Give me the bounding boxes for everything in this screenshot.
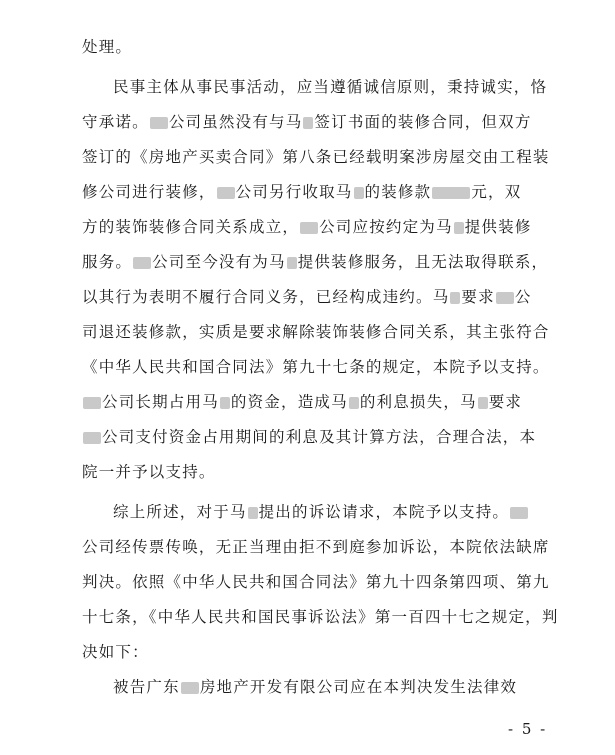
text-segment: 综上所述，对于马 [113,503,247,521]
redaction-mark [300,222,318,234]
text-line [82,322,552,342]
text-segment: 方的装饰装修合同关系成立， [82,218,300,236]
redaction-mark [83,397,101,409]
text-line [82,427,552,447]
text-line [113,77,553,97]
redaction-mark [83,432,101,444]
text-line [82,572,552,592]
page-number: - 5 - [508,720,548,738]
text-segment: 《中华人民共和国合同法》第九十七条的规定，本院予以支持。 [82,358,550,376]
text-segment: 提供装修 [464,218,532,236]
text-segment: 的装修款 [364,183,432,201]
text-segment: 的资金，造成马 [230,393,348,411]
text-segment: 公司长期占用马 [102,393,219,411]
redaction-mark [432,187,470,199]
text-segment: 院一并予以支持。 [82,463,216,481]
text-segment: 签订的《房地产买卖合同》第八条已经载明案涉房屋交由工程装 [82,148,550,166]
text-line [82,287,552,307]
text-segment: 签订书面的装修合同，但双方 [314,113,532,131]
text-segment: 以其行为表明不履行合同义务，已经构成违约。马 [82,288,450,306]
redaction-mark [287,257,297,269]
redaction-mark [181,682,199,694]
text-segment: 判决。依照《中华人民共和国合同法》第九十四条第四项、第九 [82,573,550,591]
text-segment: 被告广东 [113,678,180,696]
text-line [82,537,552,557]
text-segment: 的利息损失，马 [359,393,477,411]
text-line [82,182,552,202]
text-line [82,642,552,662]
redaction-mark [303,117,313,129]
text-segment: 决如下： [82,643,149,661]
text-line [82,217,552,237]
text-segment: 提出的诉讼请求，本院予以支持。 [258,503,510,521]
text-line [82,357,552,377]
redaction-mark [354,187,364,199]
text-segment: 公司另行收取马 [235,183,353,201]
text-segment: 公司应按约定为马 [319,218,453,236]
text-segment: 要求 [488,393,523,411]
text-segment: 要求 [461,288,495,306]
redaction-mark [454,222,464,234]
text-line [82,462,552,482]
text-line [113,677,553,697]
text-segment: 修公司进行装修， [82,183,216,201]
text-line [82,607,559,627]
redaction-mark [496,292,514,304]
text-segment: 司退还装修款，实质是要求解除装饰装修合同关系，其主张符合 [82,323,550,341]
redaction-mark [349,397,359,409]
text-segment: 处理。 [82,38,133,56]
redaction-mark [133,257,151,269]
redaction-mark [478,397,488,409]
text-segment: 公 [514,288,532,306]
redaction-mark [217,187,235,199]
text-segment: 公司虽然没有与马 [168,113,303,131]
text-segment: 公司经传票传唤，无正当理由拒不到庭参加诉讼，本院依法缺席 [82,538,550,556]
text-segment: 十七条，《中华人民共和国民事诉讼法》第一百四十七之规定，判 [82,608,559,626]
text-line [82,37,522,57]
text-line [82,392,552,412]
text-segment: 服务。 [82,253,133,271]
text-line [82,112,552,132]
text-segment: 房地产开发有限公司应在本判决发生法律效 [199,678,518,696]
text-segment: 公司至今没有为马 [152,253,286,271]
redaction-mark [248,507,258,519]
text-segment: 公司支付资金占用期间的利息及其计算方法，合理合法，本 [102,428,537,446]
redaction-mark [220,397,230,409]
text-segment: 提供装修服务，且无法取得联系， [297,253,549,271]
redaction-mark [510,507,528,519]
text-line [82,252,552,272]
text-segment: 守承诺。 [82,113,149,131]
redaction-mark [150,117,168,129]
text-line [82,147,552,167]
text-segment: 民事主体从事民事活动，应当遵循诚信原则，秉持诚实，恪 [113,78,548,96]
text-line [113,502,553,522]
redaction-mark [450,292,460,304]
text-segment: 元，双 [471,183,522,201]
